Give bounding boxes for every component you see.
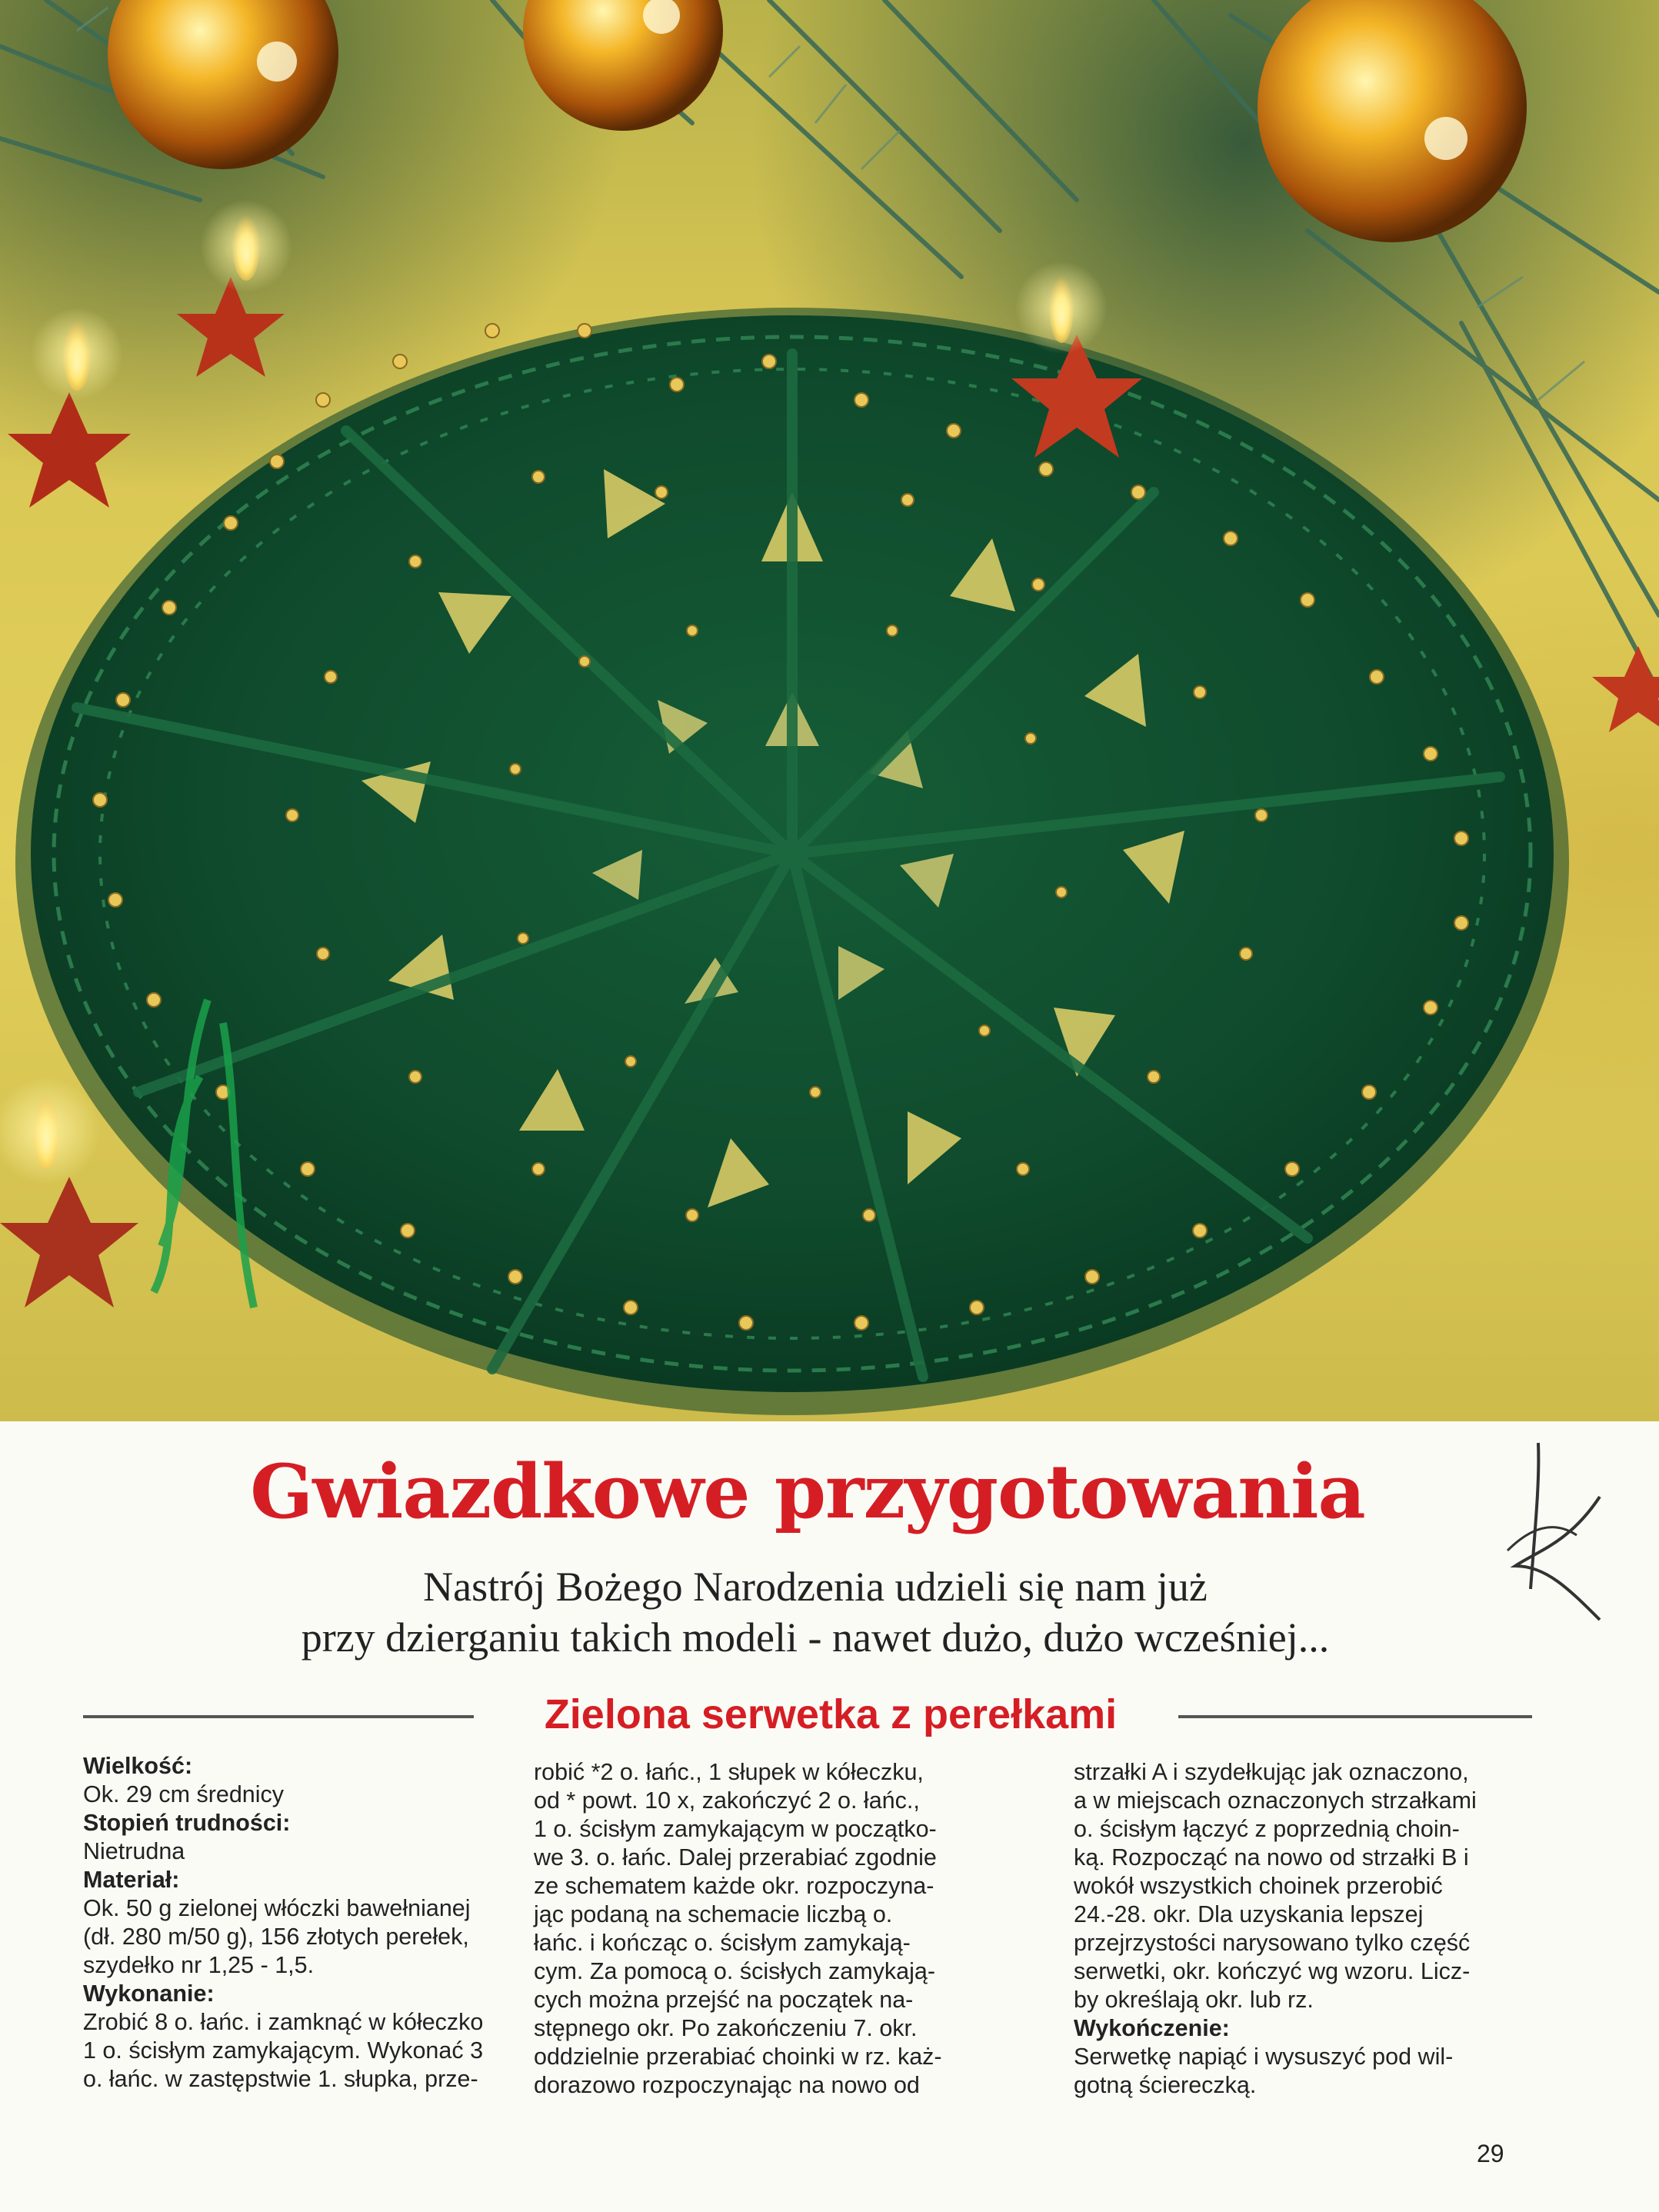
text-line: ką. Rozpocząć na nowo od strzałki B i (1074, 1844, 1469, 1871)
text-line: Zrobić 8 o. łańc. i zamknąć w kółeczko (83, 2009, 484, 2035)
text-line: przejrzystości narysowano tylko część (1074, 1930, 1471, 1956)
text-line: ze schematem każde okr. rozpoczyna- (534, 1873, 934, 1899)
text-line: Ok. 29 cm średnicy (83, 1781, 285, 1807)
section-subtitle: Zielona serwetka z perełkami (544, 1691, 1118, 1737)
text-line: 1 o. ścisłym zamykającym w początko- (534, 1816, 937, 1842)
text-line: oddzielnie przerabiać choinki w rz. każ- (534, 2044, 942, 2070)
column-c (1074, 1758, 1551, 2100)
label-size: Wielkość: (83, 1753, 193, 1779)
section-rule-right (1178, 1715, 1532, 1718)
label-material: Materiał: (83, 1867, 180, 1893)
page-number: 29 (1477, 2140, 1504, 2167)
text-line: dorazowo rozpoczynając na nowo od (534, 2072, 920, 2098)
text-line: gotną ściereczką. (1074, 2072, 1257, 2098)
text-line: by określają okr. lub rz. (1074, 1987, 1314, 2013)
text-line: serwetki, okr. kończyć wg wzoru. Licz- (1074, 1958, 1471, 1984)
text-line: cym. Za pomocą o. ścisłych zamykają- (534, 1958, 936, 1984)
text-line: cych można przejść na początek na- (534, 1987, 914, 2013)
column-b (534, 1758, 1026, 2100)
text-line: jąc podaną na schemacie liczbą o. (534, 1901, 893, 1927)
text-line: Serwetkę napiąć i wysuszyć pod wil- (1074, 2044, 1454, 2070)
article-title: Gwiazdkowe przygotowania (250, 1448, 1365, 1535)
green-doily (15, 308, 1569, 1415)
article-lead (123, 1561, 1507, 1663)
label-instructions: Wykonanie: (83, 1980, 215, 2007)
lead-line: Nastrój Bożego Narodzenia udzieli się nam już (423, 1564, 1208, 1610)
text-line: 1 o. ścisłym zamykającym. Wykonać 3 (83, 2037, 484, 2064)
text-line: stępnego okr. Po zakończeniu 7. okr. (534, 2015, 918, 2041)
text-line: łańc. i kończąc o. ścisłym zamykają- (534, 1930, 911, 1956)
section-rule-left (83, 1715, 474, 1718)
text-line: Nietrudna (83, 1838, 185, 1864)
text-line: (dł. 280 m/50 g), 156 złotych perełek, (83, 1924, 469, 1950)
text-line: we 3. o. łańc. Dalej przerabiać zgodnie (534, 1844, 937, 1871)
text-line: robić *2 o. łańc., 1 słupek w kółeczku, (534, 1759, 924, 1785)
label-finishing: Wykończenie: (1074, 2015, 1230, 2041)
text-line: o. łańc. w zastępstwie 1. słupka, prze- (83, 2066, 478, 2092)
text-line: strzałki A i szydełkując jak oznaczono, (1074, 1759, 1469, 1785)
text-line: wokół wszystkich choinek przerobić (1074, 1873, 1443, 1899)
text-line: od * powt. 10 x, zakończyć 2 o. łańc., (534, 1787, 920, 1814)
column-a (83, 1752, 545, 2094)
text-line: szydełko nr 1,25 - 1,5. (83, 1952, 315, 1978)
text-line: a w miejscach oznaczonych strzałkami (1074, 1787, 1477, 1814)
text-line: 24.-28. okr. Dla uzyskania lepszej (1074, 1901, 1424, 1927)
text-line: Ok. 50 g zielonej włóczki bawełnianej (83, 1895, 471, 1921)
lead-line: przy dzierganiu takich modeli - nawet dużo, dużo wcześniej... (301, 1614, 1330, 1661)
label-difficulty: Stopień trudności: (83, 1810, 291, 1836)
text-line: o. ścisłym łączyć z poprzednią choin- (1074, 1816, 1460, 1842)
handwritten-k-mark (1484, 1435, 1623, 1627)
